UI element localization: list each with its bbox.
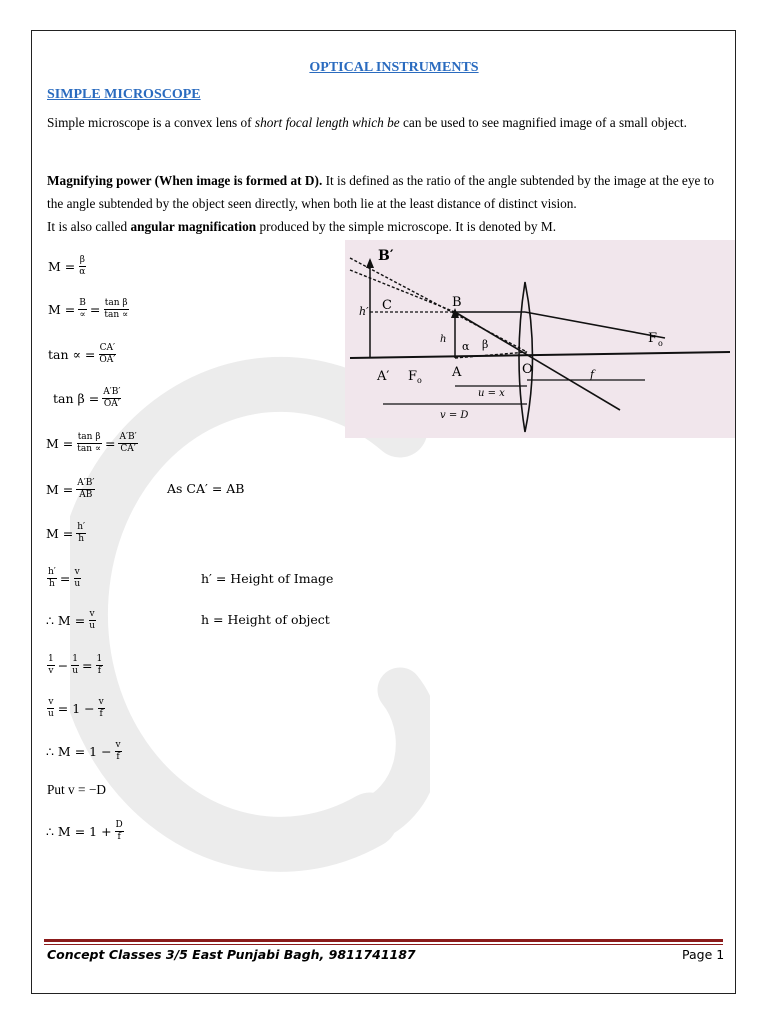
equation-m-v-u: ∴ M = $\frac{v}{u}$ — [46, 609, 95, 631]
label-b-prime: B′ — [378, 248, 394, 264]
equation-m-tan: M = $\frac{B}{\propto}$ = $\frac{\text{tan β}}{\tan \propto}$ — [48, 298, 129, 320]
equation-m-ratio: M = $\frac{\text{tan β}}{\tan \propto}$ = $\frac{A'B'}{CA'}$ — [46, 432, 137, 454]
section-heading: SIMPLE MICROSCOPE — [47, 87, 201, 102]
equation-m-h: M = $\frac{h'}{h}$ — [46, 522, 86, 544]
equation-tan-beta: tan β = $\frac{A'B'}{OA'}$ — [53, 387, 121, 409]
equation-tan-alpha: tan ∝ = $\frac{CA'}{OA'}$ — [48, 343, 116, 365]
label-f: f — [590, 368, 595, 381]
footer-rule — [44, 939, 723, 945]
equation-lens-formula: $\frac{1}{v}$ − $\frac{1}{u}$ = $\frac{1}{f}$ — [48, 654, 103, 676]
footer-address: Concept Classes 3/5 East Punjabi Bagh, 9811741187 — [47, 947, 416, 962]
label-a: A — [452, 365, 462, 380]
label-v: v = D — [440, 410, 469, 421]
intro-paragraph: Simple microscope is a convex lens of short focal length which be can be used to see magnified image of a small object. — [47, 115, 687, 130]
label-beta: β — [482, 338, 489, 351]
page-title: OPTICAL INSTRUMENTS — [309, 60, 479, 75]
equation-v-u-f: $\frac{v}{u}$ = 1 − $\frac{v}{f}$ — [48, 697, 104, 719]
svg-text:o: o — [658, 339, 663, 348]
equation-m-one-minus: ∴ M = 1 − $\frac{v}{f}$ — [46, 740, 121, 762]
note-height-object: h = Height of object — [201, 612, 330, 627]
equation-m-beta-alpha: M = $\frac{\beta}{\alpha}$ — [48, 255, 86, 277]
label-alpha: α — [462, 340, 470, 353]
label-h: h — [440, 334, 447, 345]
label-f-left: F — [408, 369, 418, 384]
ray-diagram — [345, 240, 735, 438]
equation-m-ab: M = $\frac{A'B'}{AB}$ — [46, 478, 95, 500]
label-o: O — [522, 362, 533, 377]
label-c: C — [382, 298, 392, 313]
put-v-line: Put v = −D — [47, 782, 106, 797]
equation-m-final: ∴ M = 1 + $\frac{D}{f}$ — [46, 820, 123, 842]
label-u: u = x — [478, 388, 505, 399]
magnifying-power-paragraph: Magnifying power (When image is formed at D). It is defined as the ratio of the angle subtended by the image at the eye to the angle subtended by the object seen directly, when both lie at the least distance of distinct vision. It is also called angular magnification produced by the simple microscope. It is denoted by M. — [47, 173, 715, 234]
label-b: B — [452, 295, 462, 310]
svg-text:o: o — [417, 376, 422, 385]
label-a-prime: A′ — [377, 369, 390, 384]
diagram-background — [345, 240, 735, 438]
page-number: Page 1 — [682, 947, 725, 962]
note-ca-ab: As CA′ = AB — [167, 481, 245, 496]
label-f-right: F — [648, 331, 658, 346]
note-height-image: h′ = Height of Image — [201, 571, 334, 586]
label-h-prime: h′ — [359, 305, 369, 318]
equation-h-ratio: $\frac{h'}{h}$ = $\frac{v}{u}$ — [48, 567, 81, 589]
